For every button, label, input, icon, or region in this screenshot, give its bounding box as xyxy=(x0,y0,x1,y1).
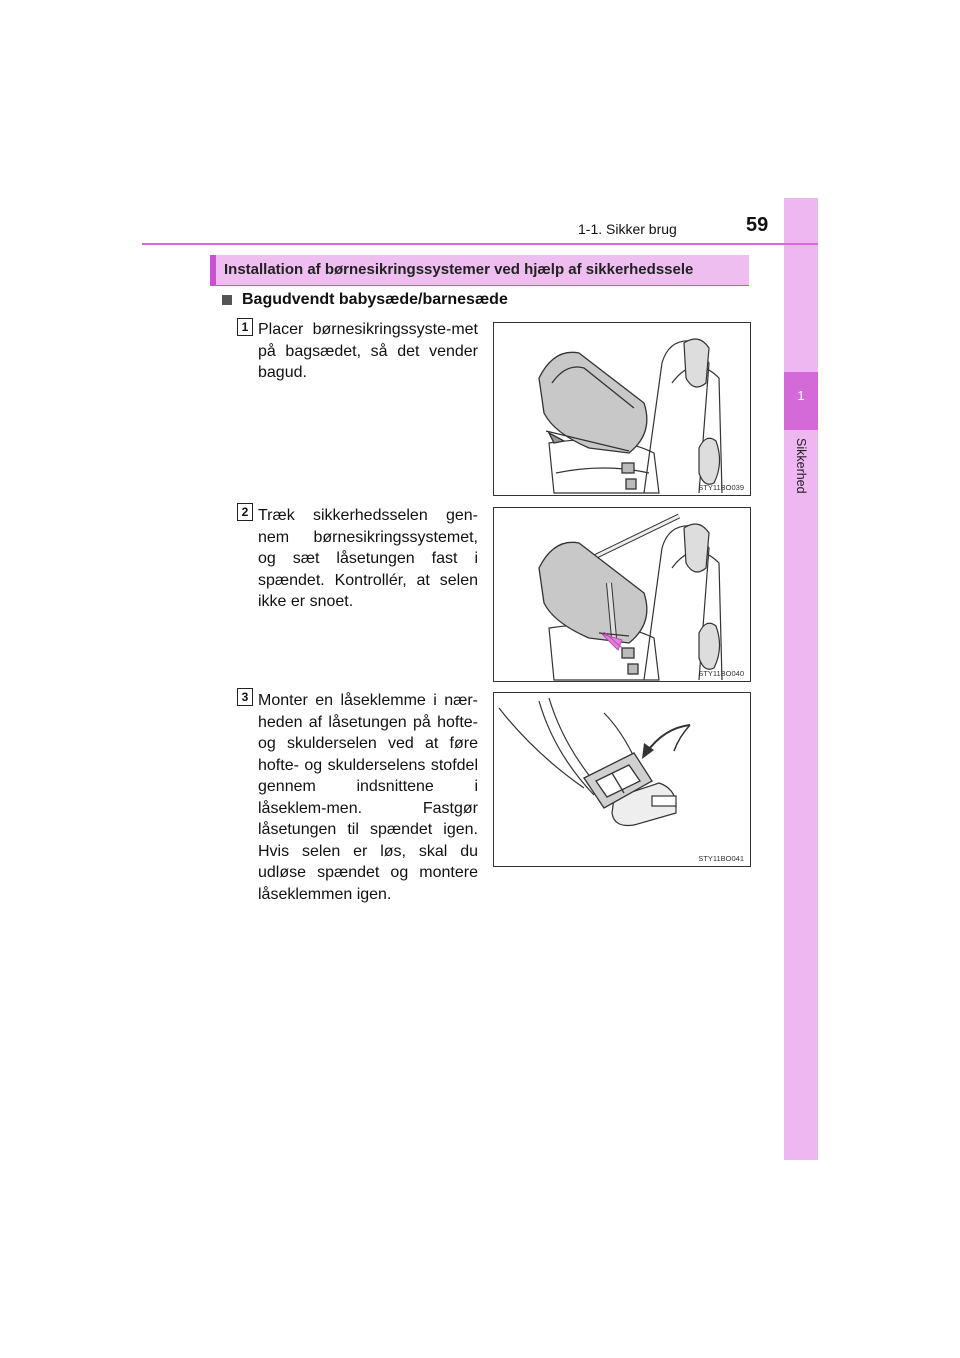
square-bullet-icon xyxy=(222,295,232,305)
page-number: 59 xyxy=(746,214,769,236)
step-3-text: Monter en låseklemme i nær-heden af låsetungen på hofte- og skulderselen ved at føre hofte- og skulderselens stofdel gennem indsnittene i låseklem-men. Fastgør låsetungen til spændet igen. Hvis selen er løs, skal du udløse spændet og montere låseklemmen igen. xyxy=(258,692,478,903)
step-1-text: Placer børnesikringssyste-met på bagsædet, så det vender bagud. xyxy=(258,321,478,381)
section-title-underline xyxy=(210,285,749,286)
step-1-figure-code: STY11BO039 xyxy=(698,483,744,492)
step-3-badge: 3 xyxy=(237,688,253,706)
sub-heading xyxy=(222,291,508,309)
step-1-badge: 1 xyxy=(237,318,253,336)
running-header: 1-1. Sikker brug xyxy=(578,221,677,237)
chapter-side-tab xyxy=(784,198,818,1160)
step-3-figure xyxy=(493,692,751,867)
step-2-figure-code: STY11BO040 xyxy=(698,669,744,678)
sub-heading-text: Bagudvendt babysæde/barnesæde xyxy=(242,291,508,308)
locking-clip-on-belt-illustration xyxy=(494,693,750,866)
section-title-accent xyxy=(210,255,216,285)
header-rule xyxy=(142,243,818,245)
step-2-text: Træk sikkerhedsselen gen-nem børnesikringssystemet, og sæt låsetungen fast i spændet. Kontrollér, at selen ikke er snoet. xyxy=(258,507,478,610)
chapter-number: 1 xyxy=(797,388,805,403)
section-title: Installation af børnesikringssystemer ved hjælp af sikkerhedssele xyxy=(224,261,694,278)
seat-with-rear-facing-child-seat-illustration xyxy=(494,323,750,495)
step-3-figure-code: STY11BO041 xyxy=(698,854,744,863)
step-2-figure xyxy=(493,507,751,682)
chapter-label: Sikkerhed xyxy=(794,438,808,494)
seatbelt-through-child-seat-illustration xyxy=(494,508,750,681)
step-2-badge: 2 xyxy=(237,503,253,521)
step-1-figure xyxy=(493,322,751,496)
